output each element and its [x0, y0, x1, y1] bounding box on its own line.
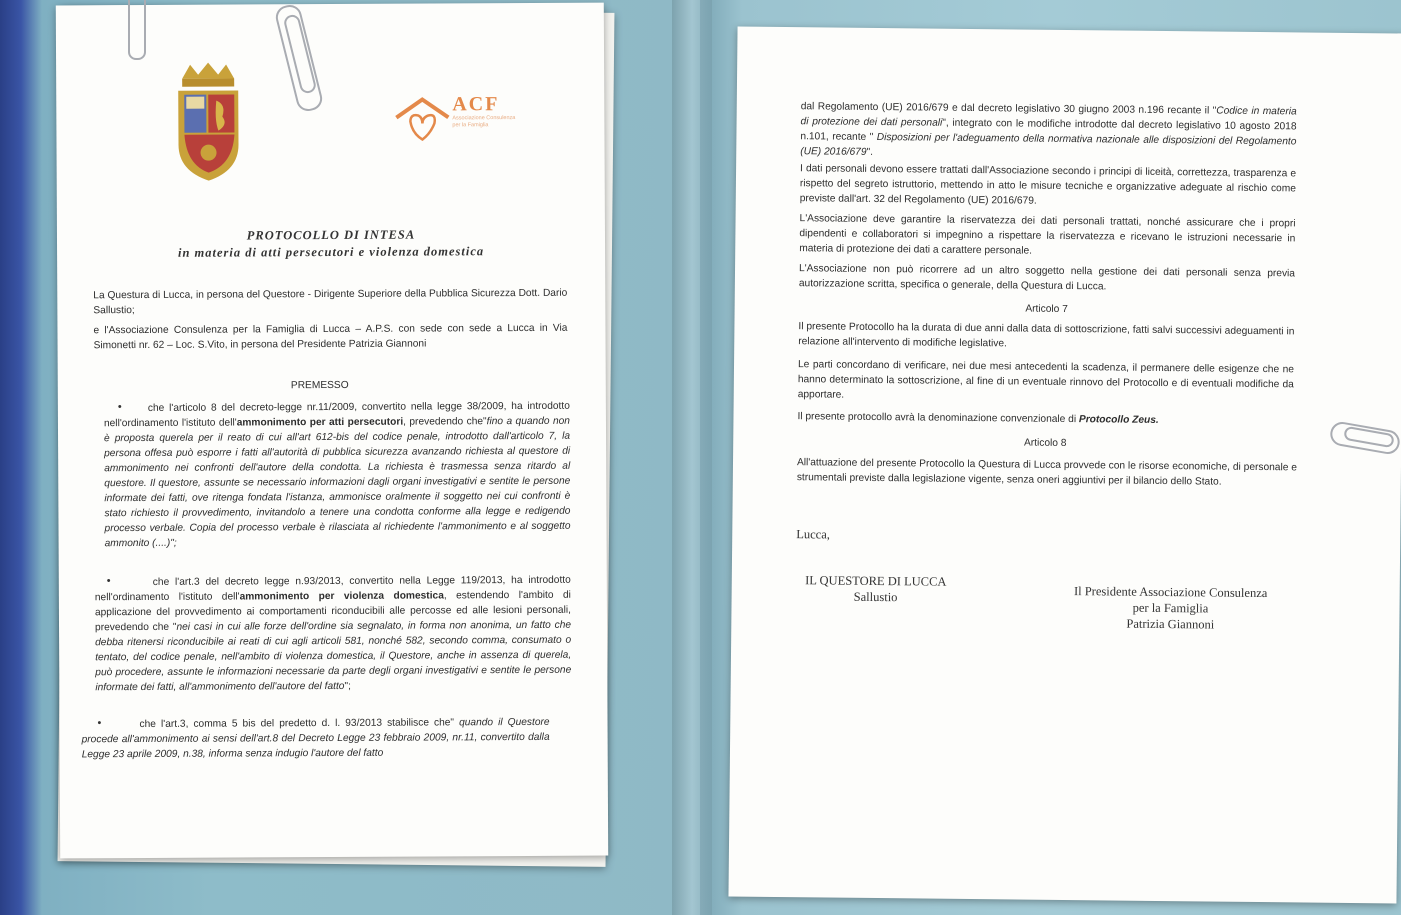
privacy-text-italic-2: Disposizioni per l'adeguamento della normativa nazionale alle disposizioni del Regolamento (UE) 2016/679	[800, 131, 1297, 158]
privacy-regulation-paragraph	[800, 99, 1297, 164]
funding-paragraph: All'attuazione del presente Protocollo la Questura di Lucca provvede con le risorse economiche, di personale e strumentali previste dalla legislazione vigente, senza oneri aggiuntivi per il bilancio dello Stato.	[796, 457, 1298, 488]
premessa-3-italic: quando il Questore procede all'ammonimento ai sensi dell'art.8 del Decreto Legge 23 febbraio 2009, nr.11, convertito dalla Legge 23 aprile 2009, n.38, informa senza indugio l'autore del fatto	[81, 716, 550, 761]
premessa-1-bold: ammonimento per atti persecutori	[236, 416, 404, 429]
questore-signature-title: IL QUESTORE DI LUCCA	[805, 573, 947, 589]
protocol-name-paragraph	[797, 409, 1293, 429]
president-signature-title: Il Presidente Associazione Consulenza	[1073, 584, 1268, 601]
privacy-text-b: ", integrato con le modifiche introdotte dal decreto legislativo 10 agosto 2018 n.101, recante "	[800, 117, 1297, 143]
privacy-text-c: ".	[866, 146, 874, 158]
left-document-page	[56, 3, 608, 859]
protocol-name-text: Il presente protocollo avrà la denominazione convenzionale di	[797, 411, 1080, 426]
subcontractor-paragraph: L'Associazione non può ricorrere ad un altro soggetto nella gestione dei dati personali senza previa autorizzazione scritta, specifica o generale, della Questura di Lucca.	[798, 263, 1296, 293]
protocol-zeus-name: Protocollo Zeus.	[1078, 414, 1159, 426]
acf-logo-subtitle: Associazione Consulenza per la Famiglia	[452, 115, 516, 129]
acf-logo-text: ACF	[452, 93, 500, 116]
duration-paragraph: Il presente Protocollo ha la durata di due anni dalla data di sottoscrizione, fatti salvi successivi adeguamenti in relazione all'intervento di modifiche legislative.	[798, 321, 1295, 350]
premessa-paragraph-1	[104, 399, 571, 551]
premesso-heading: PREMESSO	[290, 379, 349, 392]
article-8-heading: Articolo 8	[1023, 437, 1067, 449]
premessa-paragraph-2	[95, 573, 572, 695]
premessa-2-mid: , estendendo l'ambito di applicazione del provvedimento ai comportamenti riconducibili alle percosse ed alle lesioni personali, prevedendo che "	[94, 589, 571, 634]
paperclip-icon	[128, 0, 146, 60]
confidentiality-paragraph: L'Associazione deve garantire la riservatezza dei dati personali trattati, nonché assicurare che i propri dipendenti e collaboratori si impegnino a rispettare la riservatezza e ricevano le istruzioni necessarie in materia di protezione dei dati a carattere personale.	[799, 213, 1296, 257]
polizia-emblem-icon	[168, 60, 249, 188]
premessa-2-bold: ammonimento per violenza domestica	[239, 590, 444, 603]
bullet-marker: •	[106, 575, 111, 588]
premessa-1-mid: , prevedendo che"	[403, 416, 487, 428]
premessa-1-intro: che l'articolo 8 del decreto-legge nr.11/2009, convertito nella legge 38/2009, ha introdotto nell'ordinamento l'istituto dell'	[103, 400, 570, 430]
document-title: PROTOCOLLO DI INTESA	[246, 227, 416, 243]
premessa-2-intro: che l'art.3 del decreto legge n.93/2013, convertito nella Legge 119/2013, ha introdotto nell'ordinamento l'istituto dell'	[94, 574, 571, 604]
document-subtitle: in materia di atti persecutori e violenza domestica	[177, 244, 485, 260]
questore-signature-name: Sallustio	[853, 589, 898, 605]
president-signature-name: Patrizia Giannoni	[1126, 616, 1215, 632]
party-questura: La Questura di Lucca, in persona del Questore - Dirigente Superiore della Pubblica Sicurezza Dott. Dario Sallustio;	[93, 287, 568, 317]
bullet-marker: •	[97, 717, 102, 730]
bullet-marker: •	[117, 401, 122, 414]
privacy-text-italic: Codice in materia di protezione dei dati personali	[800, 105, 1297, 129]
premessa-2-italic: nei casi in cui alle forze dell'ordine sia segnalato, in forma non anonima, un fatto che debba ritenersi riconducibile ai reati di cui agli articoli 581, nonché 582, secondo comma, consumato o tentato, del codice penale, nell'ambito di violenza domestica, il Questore, anche in assenza di querela, può procedere, assunte le informazioni necessarie da parte degli organi investigativi e sentite le persone informate dei fatti, all'ammonimento dell'autore del fatto	[95, 619, 572, 694]
article-7-heading: Articolo 7	[1025, 303, 1068, 316]
folder-spine	[672, 0, 712, 915]
renewal-paragraph: Le parti concordano di verificare, nei due mesi antecedenti la scadenza, il permanere delle esigenze che ne hanno determinato la sottoscrizione, al fine di un eventuale rinnovo del Protocollo e di eventuali modifiche da apportare.	[797, 359, 1295, 401]
premessa-1-italic: fino a quando non è proposta querela per il reato di cui all'art 612-bis del codice penale, introdotto dall'articolo 7, la persona offesa può esporre i fatti all'autorità di pubblica sicurezza avanzando richiesta al questore di ammonimento nei confronti dell'autore della condotta. La richiesta è trasmessa senza ritardo al questore. Il questore, assunte se necessario informazioni dagli organi investigativi e sentite le persone informate dei fatti, ove ritenga fondata l'istanza, ammonisce oralmente il soggetto nei cui confronti è stato richiesto il provvedimento, invitandolo a tenere una condotta conforme alla legge e redigendo processo verbale. Copia del processo verbale è rilasciata al richiedente l'ammonimento e al soggetto ammonito (....)";	[104, 415, 571, 550]
data-treatment-paragraph: I dati personali devono essere trattati dall'Associazione secondo i principi di liceità, correttezza, trasparenza e rispetto del segreto istruttorio, mettendo in atto le misure tecniche e organizzative adeguate al rischio come previste dall'art. 32 del Regolamento (UE) 2016/679.	[799, 163, 1297, 207]
premessa-2-end: ";	[344, 680, 351, 692]
right-document-page	[728, 27, 1401, 904]
premessa-3-intro: che l'art.3, comma 5 bis del predetto d. l. 93/2013 stabilisce che"	[139, 717, 460, 731]
signature-place: Lucca,	[796, 527, 830, 542]
party-associazione: e l'Associazione Consulenza per la Famiglia di Lucca – A.P.S. con sede con sede a Lucca in Via Simonetti nr. 62 – Loc. S.Vito, in persona del Presidente Patrizia Giannoni	[93, 322, 568, 352]
privacy-text-a: dal Regolamento (UE) 2016/679 e dal decreto legislativo 30 giugno 2003 n.196 recante il "	[800, 101, 1217, 117]
premessa-paragraph-3	[81, 715, 549, 762]
acf-house-logo-icon	[392, 95, 452, 145]
president-signature-subtitle: per la Famiglia	[1132, 600, 1209, 616]
